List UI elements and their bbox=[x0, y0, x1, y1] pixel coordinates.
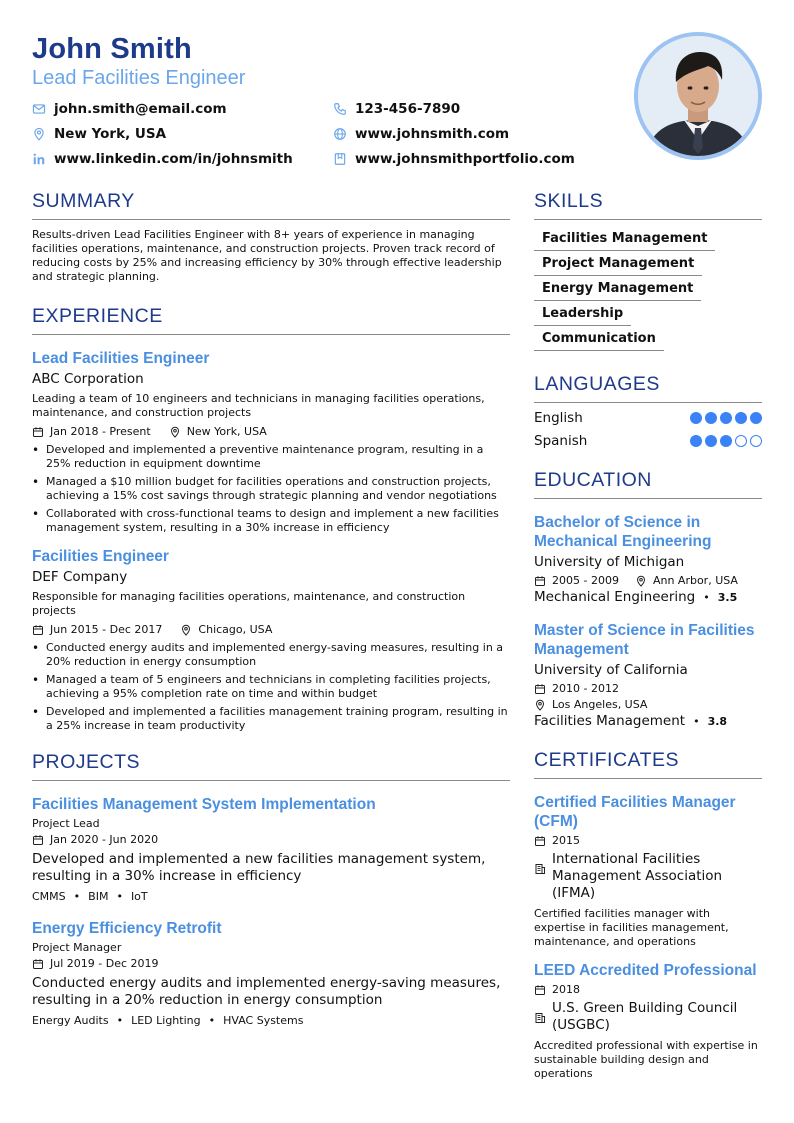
certificate-item bbox=[534, 793, 762, 949]
skill-tag: Project Management bbox=[534, 255, 702, 276]
experience-section bbox=[32, 305, 510, 733]
contact-portfolio[interactable] bbox=[333, 150, 575, 168]
education-location: Ann Arbor, USA bbox=[652, 574, 738, 587]
field-of-study: Facilities Management bbox=[534, 713, 686, 729]
project-tag: BIM bbox=[88, 890, 109, 903]
languages-heading: LANGUAGES bbox=[534, 373, 762, 403]
job-description: Leading a team of 10 engineers and technicians in managing facilities operations, maintenance, and construction projects bbox=[32, 392, 485, 419]
level-dot bbox=[720, 412, 732, 424]
calendar-icon bbox=[32, 958, 44, 970]
language-row bbox=[534, 410, 762, 426]
project-dates: Jul 2019 - Dec 2019 bbox=[50, 957, 159, 970]
project-description: Developed and implemented a new facilities management system, resulting in a 30% increase in efficiency bbox=[32, 851, 486, 884]
experience-item bbox=[32, 547, 510, 733]
education-field bbox=[534, 589, 762, 605]
education-dates: 2010 - 2012 bbox=[552, 682, 619, 695]
linkedin-text: www.linkedin.com/in/johnsmith bbox=[54, 151, 293, 167]
project-dates: Jan 2020 - Jun 2020 bbox=[50, 833, 159, 846]
certificate-description: Accredited professional with expertise in sustainable building design and operations bbox=[534, 1039, 758, 1080]
contact-email[interactable] bbox=[32, 100, 227, 118]
certificate-year: 2015 bbox=[552, 834, 580, 847]
certificate-item bbox=[534, 961, 762, 1081]
phone-text: 123-456-7890 bbox=[355, 101, 461, 117]
level-dot bbox=[735, 412, 747, 424]
job-title: Facilities Engineer bbox=[32, 548, 169, 565]
location-text: New York, USA bbox=[54, 126, 167, 142]
mail-icon bbox=[32, 102, 46, 116]
building-icon bbox=[534, 863, 546, 875]
experience-heading: EXPERIENCE bbox=[32, 305, 510, 335]
project-role: Project Lead bbox=[32, 817, 100, 830]
calendar-icon bbox=[32, 834, 44, 846]
level-dot bbox=[690, 435, 702, 447]
job-meta bbox=[32, 623, 510, 637]
job-bullet: • Conducted energy audits and implemented energy-saving measures, resulting in a 20% reduction in energy consumption bbox=[32, 641, 510, 669]
language-row bbox=[534, 433, 762, 449]
calendar-icon bbox=[534, 683, 546, 695]
education-heading: EDUCATION bbox=[534, 469, 762, 499]
education-meta bbox=[534, 682, 762, 695]
phone-icon bbox=[333, 102, 347, 116]
company-name: DEF Company bbox=[32, 569, 128, 585]
school-name: University of Michigan bbox=[534, 554, 685, 570]
project-tags bbox=[32, 1014, 510, 1027]
certificates-heading: CERTIFICATES bbox=[534, 749, 762, 779]
field-of-study: Mechanical Engineering bbox=[534, 589, 696, 605]
language-level-dots bbox=[687, 435, 762, 447]
right-column bbox=[534, 190, 762, 1081]
resume-header bbox=[32, 32, 762, 172]
building-icon bbox=[534, 1012, 546, 1024]
project-tag: IoT bbox=[130, 890, 148, 903]
job-bullet: • Developed and implemented a facilities management training program, resulting in a 25% increase in team productivity bbox=[32, 705, 510, 733]
level-dot bbox=[705, 412, 717, 424]
project-tags bbox=[32, 890, 510, 903]
skill-tag: Leadership bbox=[534, 305, 631, 326]
skills-heading: SKILLS bbox=[534, 190, 762, 220]
job-location: New York, USA bbox=[186, 425, 267, 438]
level-dot bbox=[750, 435, 762, 447]
contact-website[interactable] bbox=[333, 125, 509, 143]
field-separator: • bbox=[693, 714, 700, 728]
certificate-description: Certified facilities manager with expertise in facilities management, maintenance, and operations bbox=[534, 907, 729, 948]
calendar-icon bbox=[32, 624, 44, 636]
level-dot bbox=[735, 435, 747, 447]
job-description: Responsible for managing facilities operations, maintenance, and construction projects bbox=[32, 590, 466, 617]
certificate-issuer-row bbox=[534, 851, 762, 902]
job-dates: Jan 2018 - Present bbox=[50, 425, 151, 438]
certificate-year: 2018 bbox=[552, 983, 580, 996]
certificate-issuer-row bbox=[534, 1000, 762, 1034]
job-bullets bbox=[32, 641, 510, 733]
job-dates: Jun 2015 - Dec 2017 bbox=[50, 623, 163, 636]
languages-section bbox=[534, 373, 762, 449]
education-meta bbox=[534, 574, 762, 587]
company-name: ABC Corporation bbox=[32, 371, 144, 387]
education-location: Los Angeles, USA bbox=[552, 698, 648, 711]
level-dot bbox=[690, 412, 702, 424]
location-pin-icon bbox=[180, 624, 192, 636]
skill-tag: Facilities Management bbox=[534, 230, 715, 251]
experience-item bbox=[32, 349, 510, 535]
job-bullet: • Managed a $10 million budget for facilities operations and construction projects, achieving a 15% cost savings through strategic planning and vendor negotiations bbox=[32, 475, 510, 503]
summary-section bbox=[32, 190, 510, 284]
level-dot bbox=[750, 412, 762, 424]
calendar-icon bbox=[534, 984, 546, 996]
tag-separator: • bbox=[73, 890, 81, 903]
project-item bbox=[32, 795, 510, 903]
skills-list bbox=[534, 230, 762, 355]
linkedin-icon bbox=[32, 152, 46, 166]
project-tag: HVAC Systems bbox=[223, 1014, 304, 1027]
candidate-title: Lead Facilities Engineer bbox=[32, 67, 246, 89]
location-pin-icon bbox=[534, 699, 546, 711]
portfolio-text: www.johnsmithportfolio.com bbox=[355, 151, 575, 167]
project-meta bbox=[32, 833, 510, 847]
job-bullets bbox=[32, 443, 510, 535]
gpa-value: 3.8 bbox=[707, 714, 728, 728]
certificate-issuer: U.S. Green Building Council (USGBC) bbox=[552, 1000, 738, 1033]
project-tag: LED Lighting bbox=[131, 1014, 201, 1027]
project-meta bbox=[32, 957, 510, 971]
project-title: Energy Efficiency Retrofit bbox=[32, 920, 222, 937]
certificate-title: Certified Facilities Manager (CFM) bbox=[534, 794, 736, 830]
calendar-icon bbox=[32, 426, 44, 438]
skill-tag: Communication bbox=[534, 330, 664, 351]
summary-text: Results-driven Lead Facilities Engineer with 8+ years of experience in managing facilities operations, maintenance, and construction projects. Proven track record of reducing costs by 25% and increasing efficiency by 30% through effective leadership and strategic planning. bbox=[32, 228, 502, 283]
language-name: English bbox=[534, 410, 583, 426]
project-item bbox=[32, 919, 510, 1027]
language-name: Spanish bbox=[534, 433, 588, 449]
tag-separator: • bbox=[208, 1014, 216, 1027]
globe-icon bbox=[333, 127, 347, 141]
education-item bbox=[534, 513, 762, 605]
job-bullet: • Managed a team of 5 engineers and technicians in completing facilities projects, achieving a 95% completion rate on time and within budget bbox=[32, 673, 510, 701]
profile-photo bbox=[634, 32, 762, 160]
degree-title: Bachelor of Science in Mechanical Engineering bbox=[534, 514, 712, 550]
calendar-icon bbox=[534, 835, 546, 847]
field-separator: • bbox=[703, 590, 710, 604]
education-section bbox=[534, 469, 762, 729]
skill-tag: Energy Management bbox=[534, 280, 701, 301]
project-tag: Energy Audits bbox=[32, 1014, 109, 1027]
summary-heading: SUMMARY bbox=[32, 190, 510, 220]
tag-separator: • bbox=[116, 890, 123, 903]
school-name: University of California bbox=[534, 662, 688, 678]
project-tag: CMMS bbox=[32, 890, 66, 903]
degree-title: Master of Science in Facilities Management bbox=[534, 622, 755, 658]
location-pin-icon bbox=[635, 575, 647, 587]
job-title: Lead Facilities Engineer bbox=[32, 350, 210, 367]
certificates-section bbox=[534, 749, 762, 1081]
contact-linkedin[interactable] bbox=[32, 150, 293, 168]
email-text: john.smith@email.com bbox=[54, 101, 227, 117]
certificate-meta bbox=[534, 983, 762, 996]
bookmark-icon bbox=[333, 152, 347, 166]
certificate-title: LEED Accredited Professional bbox=[534, 962, 757, 979]
website-text: www.johnsmith.com bbox=[355, 126, 510, 142]
project-description: Conducted energy audits and implemented energy-saving measures, resulting in a 20% reduction in energy consumption bbox=[32, 975, 501, 1008]
job-bullet: • Developed and implemented a preventive maintenance program, resulting in a 25% reduction in equipment downtime bbox=[32, 443, 510, 471]
level-dot bbox=[720, 435, 732, 447]
projects-section bbox=[32, 751, 510, 1027]
project-role: Project Manager bbox=[32, 941, 122, 954]
skills-section bbox=[534, 190, 762, 355]
education-item bbox=[534, 621, 762, 729]
projects-heading: PROJECTS bbox=[32, 751, 510, 781]
location-pin-icon bbox=[32, 127, 46, 141]
tag-separator: • bbox=[116, 1014, 124, 1027]
certificate-meta bbox=[534, 834, 762, 847]
level-dot bbox=[705, 435, 717, 447]
language-level-dots bbox=[687, 412, 762, 424]
certificate-issuer: International Facilities Management Association (IFMA) bbox=[552, 851, 723, 901]
education-dates: 2005 - 2009 bbox=[552, 574, 619, 587]
contact-phone[interactable] bbox=[333, 100, 460, 118]
job-location: Chicago, USA bbox=[198, 623, 273, 636]
candidate-name: John Smith bbox=[32, 33, 192, 65]
job-bullet: • Collaborated with cross-functional teams to design and implement a new facilities management system, resulting in a 30% increase in efficiency bbox=[32, 507, 510, 535]
left-column bbox=[32, 190, 510, 1027]
education-meta bbox=[534, 698, 762, 711]
job-meta bbox=[32, 425, 510, 439]
project-title: Facilities Management System Implementation bbox=[32, 796, 376, 813]
contact-location bbox=[32, 125, 166, 143]
calendar-icon bbox=[534, 575, 546, 587]
location-pin-icon bbox=[169, 426, 181, 438]
education-field bbox=[534, 713, 762, 729]
gpa-value: 3.5 bbox=[717, 590, 738, 604]
